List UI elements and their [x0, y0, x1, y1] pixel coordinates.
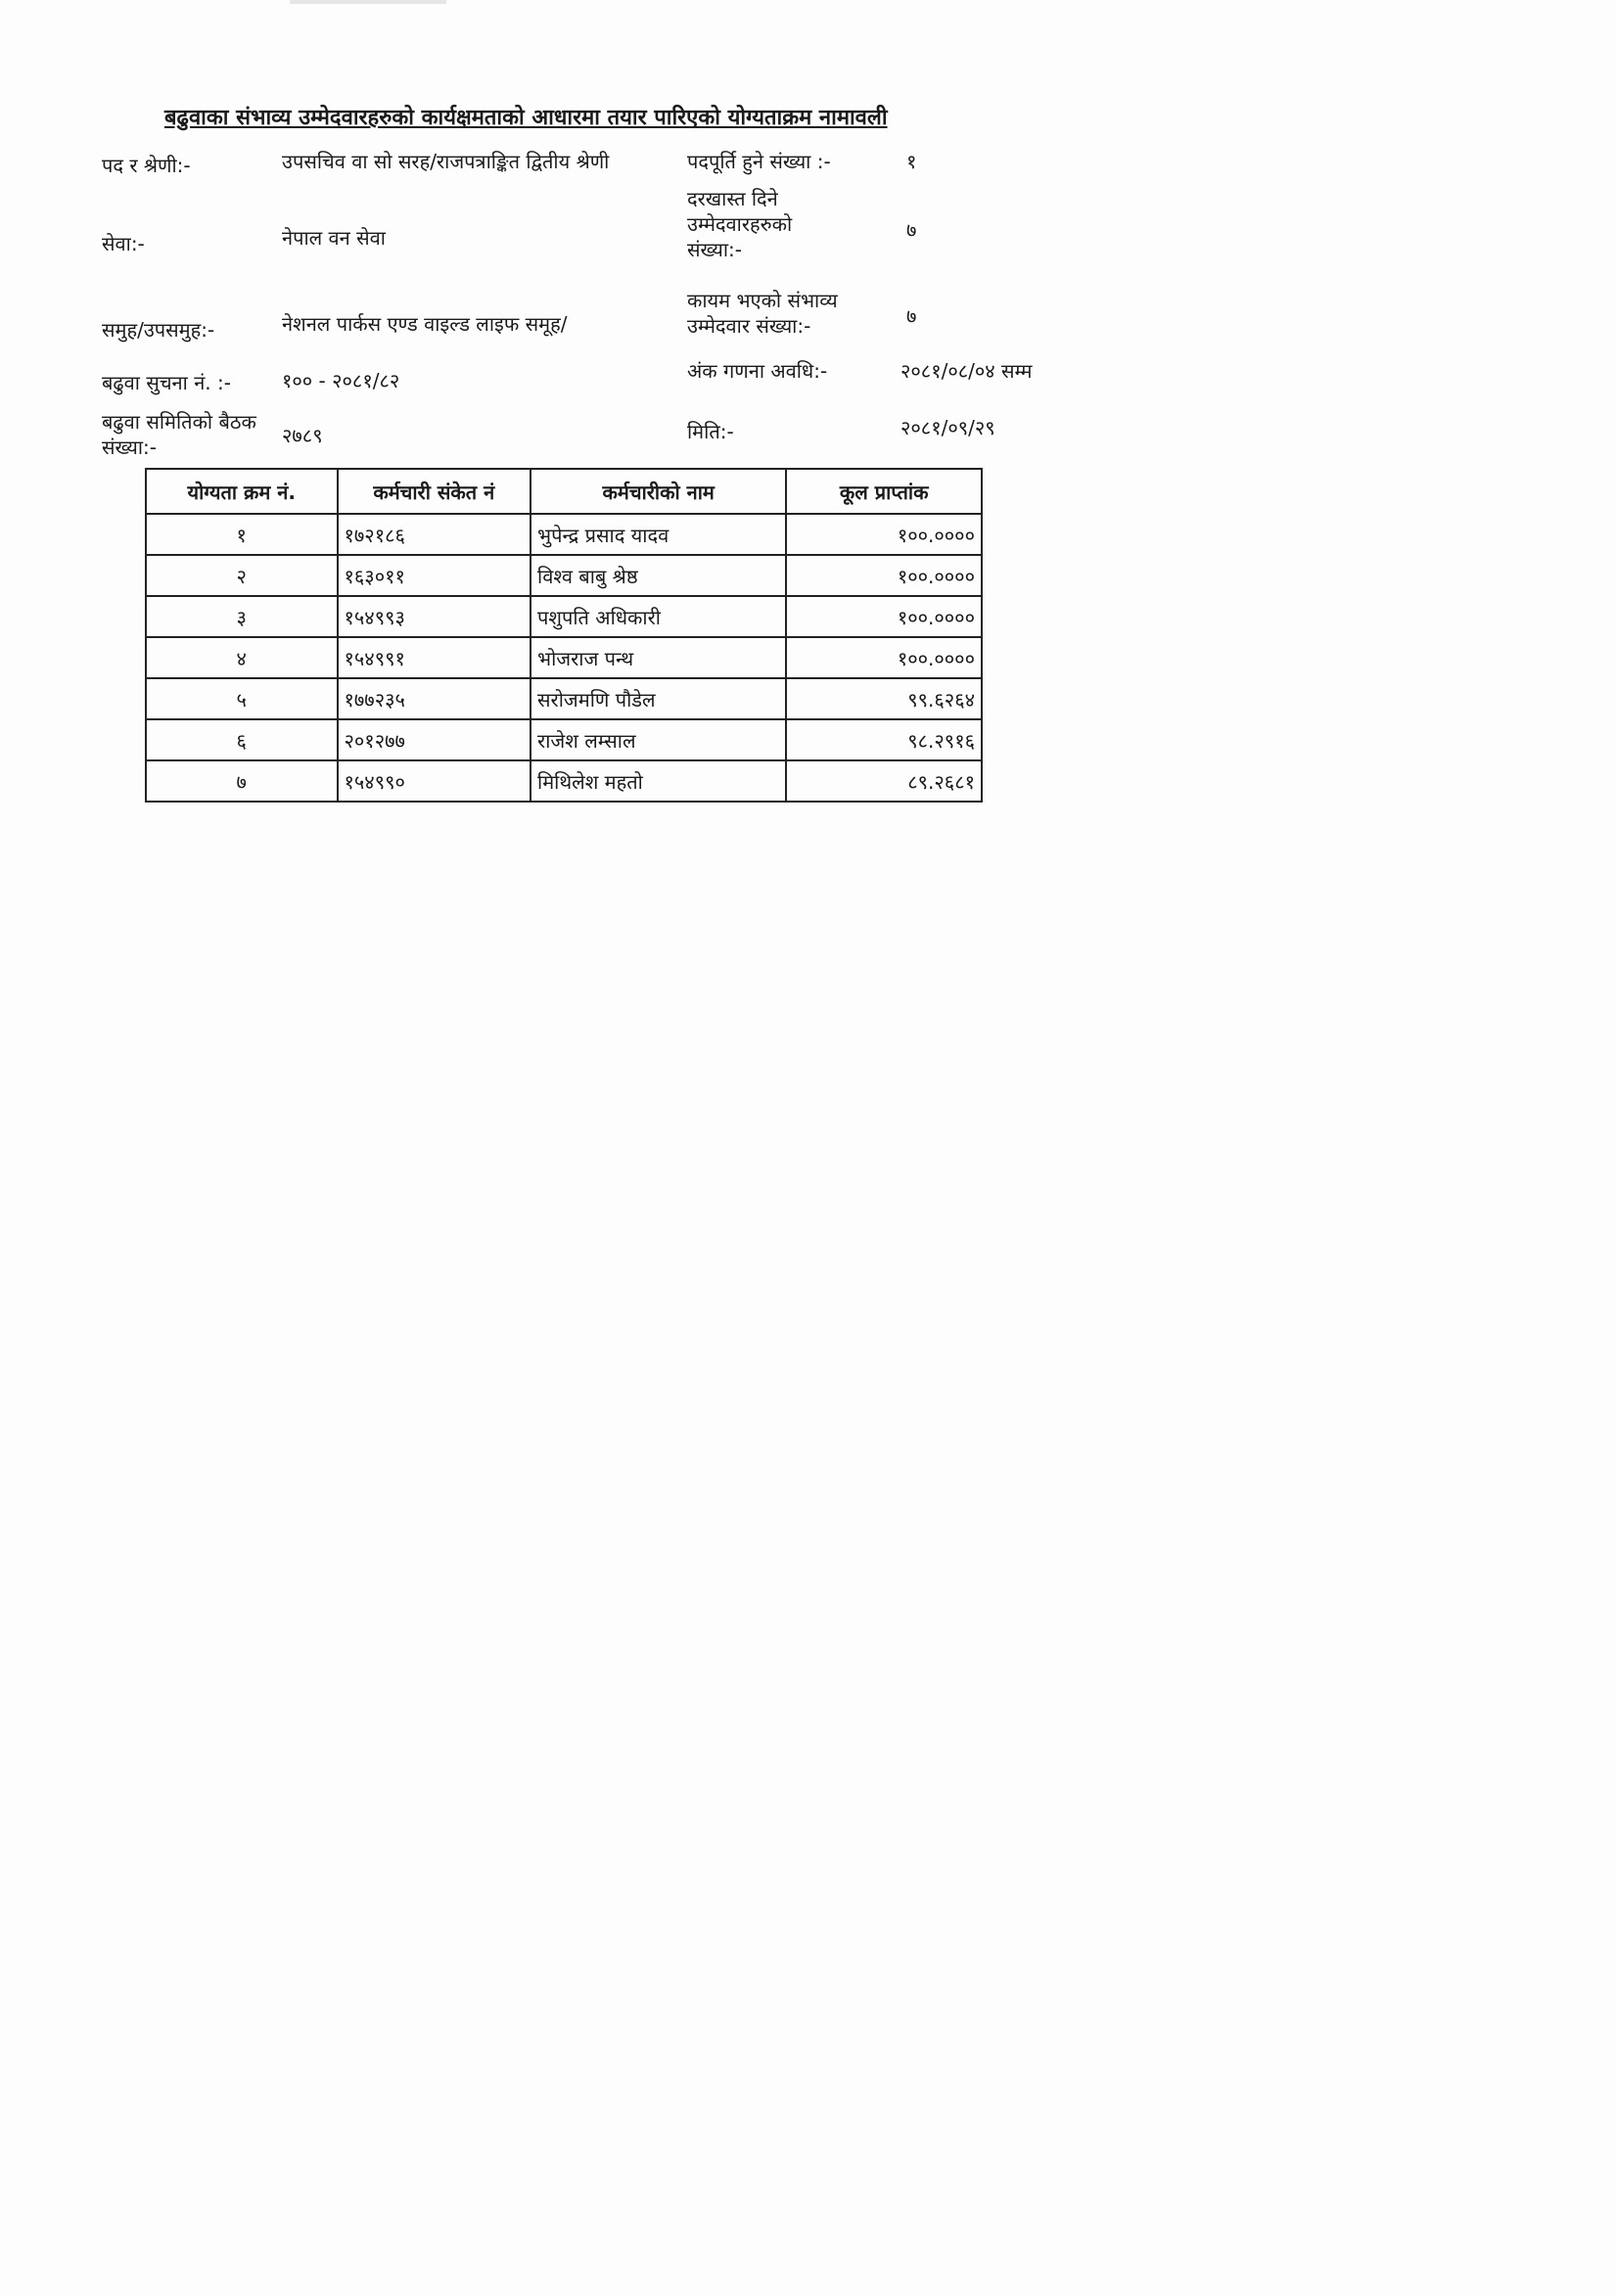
- score-cell: १००.००००: [786, 555, 982, 596]
- rank-cell: २: [146, 555, 338, 596]
- meeting-value: २७८९: [282, 424, 323, 447]
- name-cell: भोजराज पन्थ: [531, 637, 786, 678]
- scan-mark: [290, 0, 446, 4]
- vacancy-label: पदपूर्ति हुने संख्या :-: [687, 150, 831, 173]
- rank-cell: ५: [146, 678, 338, 719]
- vacancy-value: १: [906, 150, 917, 173]
- table-row: [146, 719, 982, 760]
- code-cell: १५४९९३: [338, 596, 531, 637]
- merit-list-table: [145, 468, 983, 803]
- applicants-label: दरखास्त दिने उम्मेदवारहरुको संख्या:-: [687, 187, 793, 261]
- code-cell: १७७२३५: [338, 678, 531, 719]
- group-value: नेशनल पार्कस एण्ड वाइल्ड लाइफ समूह/: [282, 312, 568, 336]
- table-row: [146, 678, 982, 719]
- rank-cell: ४: [146, 637, 338, 678]
- table-row: [146, 514, 982, 555]
- score-cell: १००.००००: [786, 514, 982, 555]
- group-label: समुह/उपसमुह:-: [102, 318, 215, 342]
- applicants-value: ७: [906, 218, 917, 242]
- code-cell: १७२१८६: [338, 514, 531, 555]
- candidates-value: ७: [906, 304, 917, 328]
- meeting-label: बढुवा समितिको बैठक संख्या:-: [102, 410, 256, 459]
- service-value: नेपाल वन सेवा: [282, 226, 386, 250]
- document-title: बढुवाका संभाव्य उम्मेदवारहरुको कार्यक्षमताको आधारमा तयार पारिएको योग्यताक्रम नामावली: [164, 106, 888, 130]
- table-row: [146, 555, 982, 596]
- candidates-label: कायम भएको संभाव्य उम्मेदवार संख्या:-: [687, 289, 838, 338]
- table-header-row: [146, 469, 982, 514]
- period-label: अंक गणना अवधि:-: [687, 359, 828, 383]
- table-row: [146, 596, 982, 637]
- table-row: [146, 637, 982, 678]
- date-label: मिति:-: [687, 420, 734, 443]
- rank-cell: १: [146, 514, 338, 555]
- period-value: २०८१/०८/०४ सम्म: [900, 359, 1033, 383]
- code-cell: १५४९९१: [338, 637, 531, 678]
- name-cell: राजेश लम्साल: [531, 719, 786, 760]
- code-cell: १६३०११: [338, 555, 531, 596]
- header-rank: योग्यता क्रम नं.: [146, 469, 338, 514]
- rank-cell: ३: [146, 596, 338, 637]
- score-cell: ८९.२६८१: [786, 760, 982, 802]
- name-cell: सरोजमणि पौडेल: [531, 678, 786, 719]
- post-label: पद र श्रेणी:-: [102, 154, 191, 177]
- name-cell: मिथिलेश महतो: [531, 760, 786, 802]
- rank-cell: ६: [146, 719, 338, 760]
- name-cell: भुपेन्द्र प्रसाद यादव: [531, 514, 786, 555]
- name-cell: विश्व बाबु श्रेष्ठ: [531, 555, 786, 596]
- code-cell: १५४९९०: [338, 760, 531, 802]
- header-total-score: कूल प्राप्तांक: [786, 469, 982, 514]
- notice-label: बढुवा सुचना नं. :-: [102, 371, 231, 394]
- service-label: सेवा:-: [102, 232, 145, 255]
- notice-value: १०० - २०८१/८२: [282, 369, 400, 392]
- score-cell: ९९.६२६४: [786, 678, 982, 719]
- rank-cell: ७: [146, 760, 338, 802]
- score-cell: १००.००००: [786, 637, 982, 678]
- date-value: २०८१/०९/२९: [900, 416, 995, 439]
- name-cell: पशुपति अधिकारी: [531, 596, 786, 637]
- score-cell: ९८.२९१६: [786, 719, 982, 760]
- score-cell: १००.००००: [786, 596, 982, 637]
- header-employee-name: कर्मचारीको नाम: [531, 469, 786, 514]
- header-employee-code: कर्मचारी संकेत नं: [338, 469, 531, 514]
- code-cell: २०१२७७: [338, 719, 531, 760]
- post-value: उपसचिव वा सो सरह/राजपत्राङ्कित द्वितीय श्रेणी: [282, 150, 610, 173]
- table-row: [146, 760, 982, 802]
